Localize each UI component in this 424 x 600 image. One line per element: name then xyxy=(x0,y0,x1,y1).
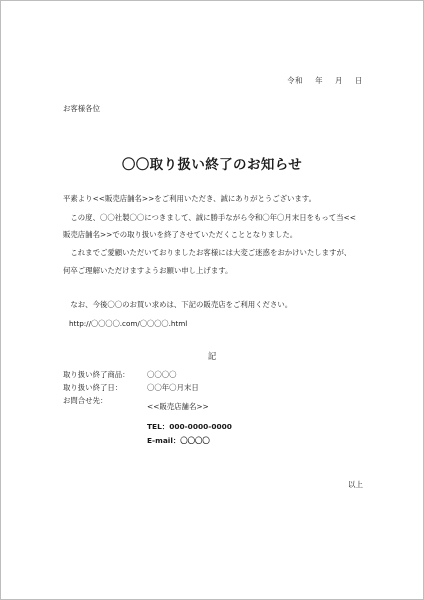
contact-email: E-mail：〇〇〇〇 xyxy=(147,436,210,445)
body-line-5: 何卒ご理解いただけますようお願い申し上げます。 xyxy=(63,266,233,275)
body-line-2: この度、〇〇社製〇〇につきまして、誠に勝手ながら令和〇年〇月末日をもって当<< xyxy=(63,213,356,222)
date-year: 年 xyxy=(315,76,324,85)
document-title: 〇〇取り扱い終了のお知らせ xyxy=(121,157,303,173)
notice-line: なお、今後〇〇のお買い求めは、下記の販売店をご利用ください。 xyxy=(63,300,293,309)
end-date-label: 取り扱い終了日： xyxy=(63,383,123,392)
end-date-value: 〇〇年〇月末日 xyxy=(147,383,199,392)
body-line-3: 販売店舗名>>での取り扱いを終了させていただくこととなりました。 xyxy=(63,230,298,239)
date-month: 月 xyxy=(335,76,344,85)
contact-shop-name: <<販売店舗名>> xyxy=(147,402,209,411)
closing-ijo: 以上 xyxy=(347,480,363,489)
shop-url: http://〇〇〇〇.com/〇〇〇〇.html xyxy=(69,319,188,328)
ki-heading: 記 xyxy=(207,351,217,361)
contact-label: お問合せ先： xyxy=(63,396,108,405)
date-day: 日 xyxy=(355,76,363,85)
body-line-1: 平素より<<販売店舗名>>をご利用いただき、誠にありがとうございます。 xyxy=(63,194,316,203)
product-label: 取り扱い終了商品： xyxy=(63,370,130,379)
contact-tel: TEL：000-0000-0000 xyxy=(147,422,232,431)
recipient: お客様各位 xyxy=(63,104,100,113)
product-value: 〇〇〇〇 xyxy=(147,370,177,379)
body-line-4: これまでご愛顧いただいておりましたお客様には大変ご迷惑をおかけいたしますが、 xyxy=(63,248,352,257)
date-era: 令和 xyxy=(287,76,304,85)
date-line xyxy=(287,75,363,86)
